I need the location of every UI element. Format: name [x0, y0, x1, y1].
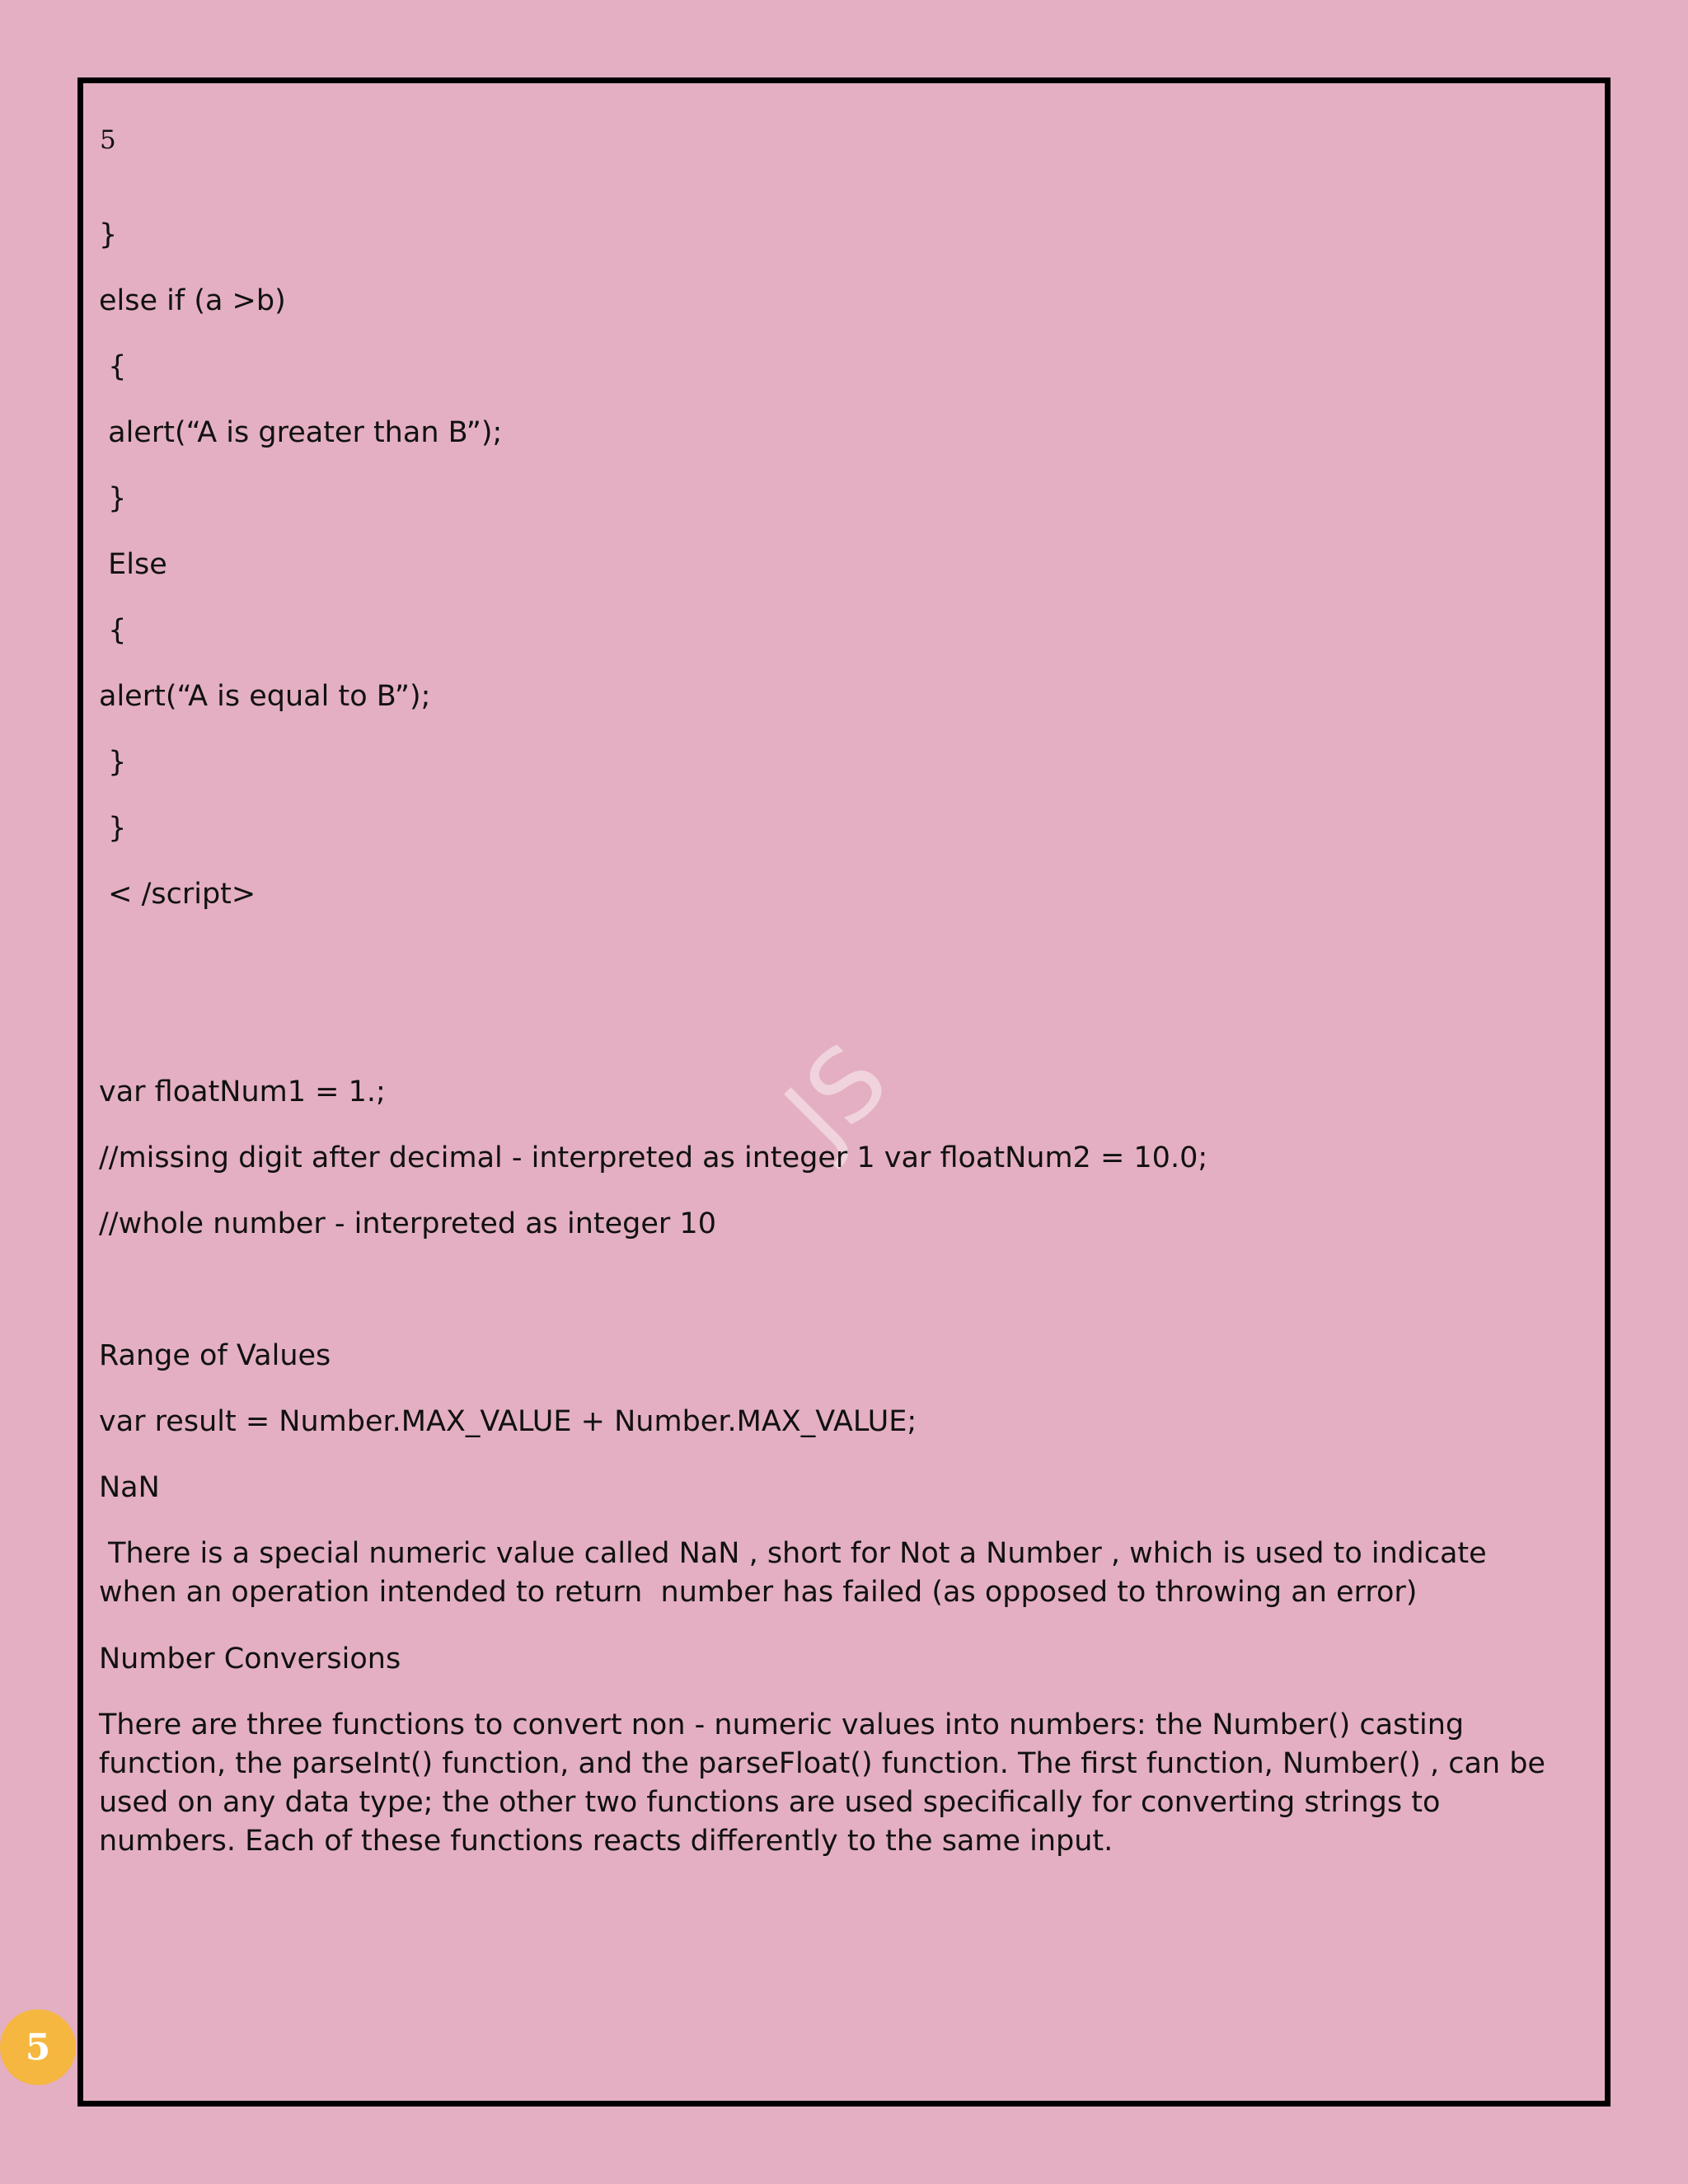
code-line: else if (a >b) — [99, 284, 286, 317]
float-line: //missing digit after decimal - interpreted as integer 1 var floatNum2 = 10.0; — [99, 1141, 1208, 1174]
nan-heading: NaN — [99, 1471, 160, 1504]
watermark: JS — [763, 1023, 911, 1169]
code-line: } — [99, 482, 127, 515]
code-line: < /script> — [99, 878, 256, 911]
page-top-number: 5 — [100, 125, 116, 155]
conversions-heading: Number Conversions — [99, 1643, 401, 1675]
range-heading: Range of Values — [99, 1339, 331, 1372]
code-line: { — [99, 614, 127, 647]
code-line: } — [99, 812, 127, 845]
nan-paragraph: There is a special numeric value called NaN , short for Not a Number , which is used to indicate when an operation intended to return number has failed (as opposed to throwing an error) — [99, 1537, 1496, 1609]
range-code: var result = Number.MAX_VALUE + Number.MAX_VALUE; — [99, 1405, 917, 1438]
float-line: var floatNum1 = 1.; — [99, 1076, 386, 1108]
code-line: } — [99, 218, 118, 251]
code-line: { — [99, 350, 127, 383]
code-line: } — [99, 746, 127, 779]
code-line: alert(“A is greater than B”); — [99, 416, 503, 449]
float-line: //whole number - interpreted as integer 10 — [99, 1207, 716, 1240]
page-number-badge: 5 — [0, 2009, 76, 2085]
conversions-paragraph: There are three functions to convert non - numeric values into numbers: the Number() casting function, the parseInt() function, and the parseFloat() function. The first function, Number() , can be used on any data type; the other two functions are used specifically for converting strings to numbers. Each of these functions reacts differently to the same input. — [99, 1708, 1545, 1858]
code-line: alert(“A is equal to B”); — [99, 680, 431, 713]
code-line: Else — [99, 548, 167, 581]
